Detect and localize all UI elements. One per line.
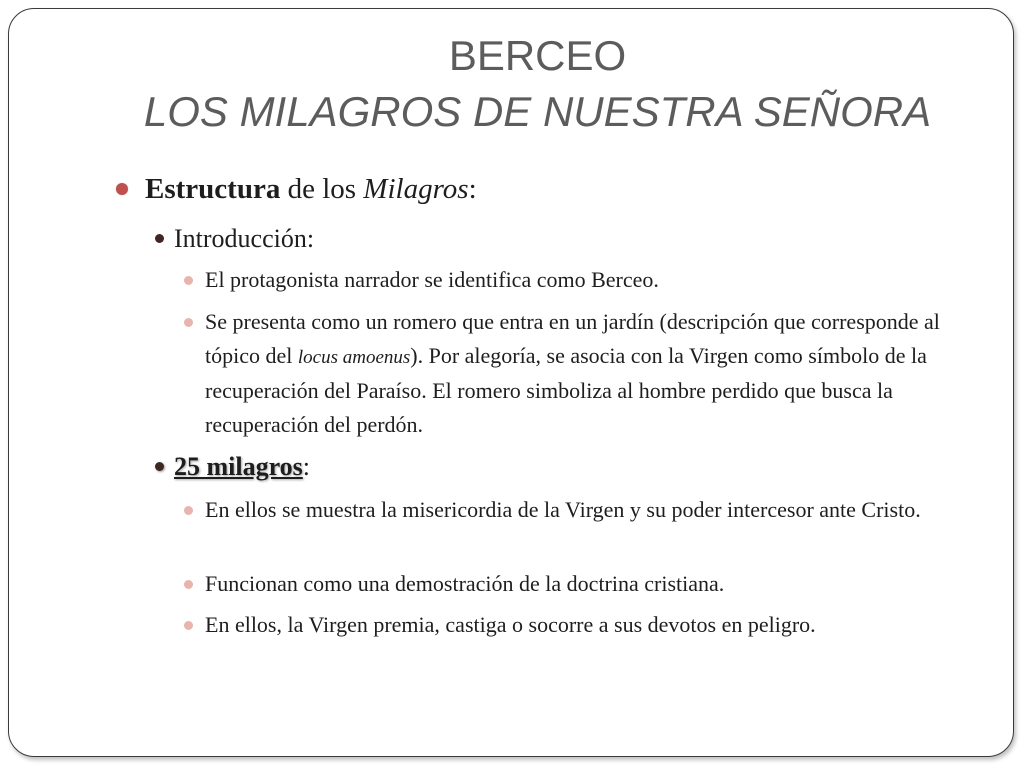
bullet-icon (184, 621, 193, 630)
milagros-item-2: Funcionan como una demostración de la doctrina cristiana. (205, 571, 725, 596)
bullet-icon (184, 580, 193, 589)
milagros-item-1: En ellos se muestra la misericordia de la Virgen y su poder intercesor ante Cristo. (205, 497, 921, 522)
bullet-icon (155, 462, 164, 471)
milagros-colon: : (302, 452, 311, 481)
milagros-item-3: En ellos, la Virgen premia, castiga o socorre a sus devotos en peligro. (205, 612, 816, 637)
bullet-icon (184, 318, 193, 327)
title-line-2: LOS MILAGROS DE NUESTRA SEÑORA (143, 88, 932, 135)
title-line-1: BERCEO (448, 32, 627, 79)
milagros-label: 25 milagros (174, 452, 303, 481)
intro-item-1: El protagonista narrador se identifica como Berceo. (205, 267, 659, 292)
heading-estructura (145, 170, 477, 208)
bullet-icon (116, 183, 128, 195)
bullet-icon (184, 506, 193, 515)
intro-item-2-part2: ). Por alegoría, se asocia con la Virgen como símbolo de la recuperación del Paraíso. El romero simboliza al hombre perdido que busca la recuperación del perdón. (205, 342, 927, 437)
bullet-icon (184, 276, 193, 285)
milagros-heading (174, 450, 310, 484)
intro-item-2 (205, 305, 975, 441)
slide-title (0, 28, 1024, 140)
heading-end: : (468, 173, 477, 205)
intro-label: Introducción: (174, 224, 315, 253)
locus-amoenus: locus amoenus (297, 346, 411, 368)
heading-bold: Estructura (145, 173, 281, 205)
intro-item-2-part1: Se presenta como un romero que entra en un jardín (descripción que corresponde al tópico del (205, 309, 940, 368)
bullet-icon (155, 234, 164, 243)
heading-middle: de los (280, 173, 364, 205)
heading-italic: Milagros (363, 173, 469, 205)
